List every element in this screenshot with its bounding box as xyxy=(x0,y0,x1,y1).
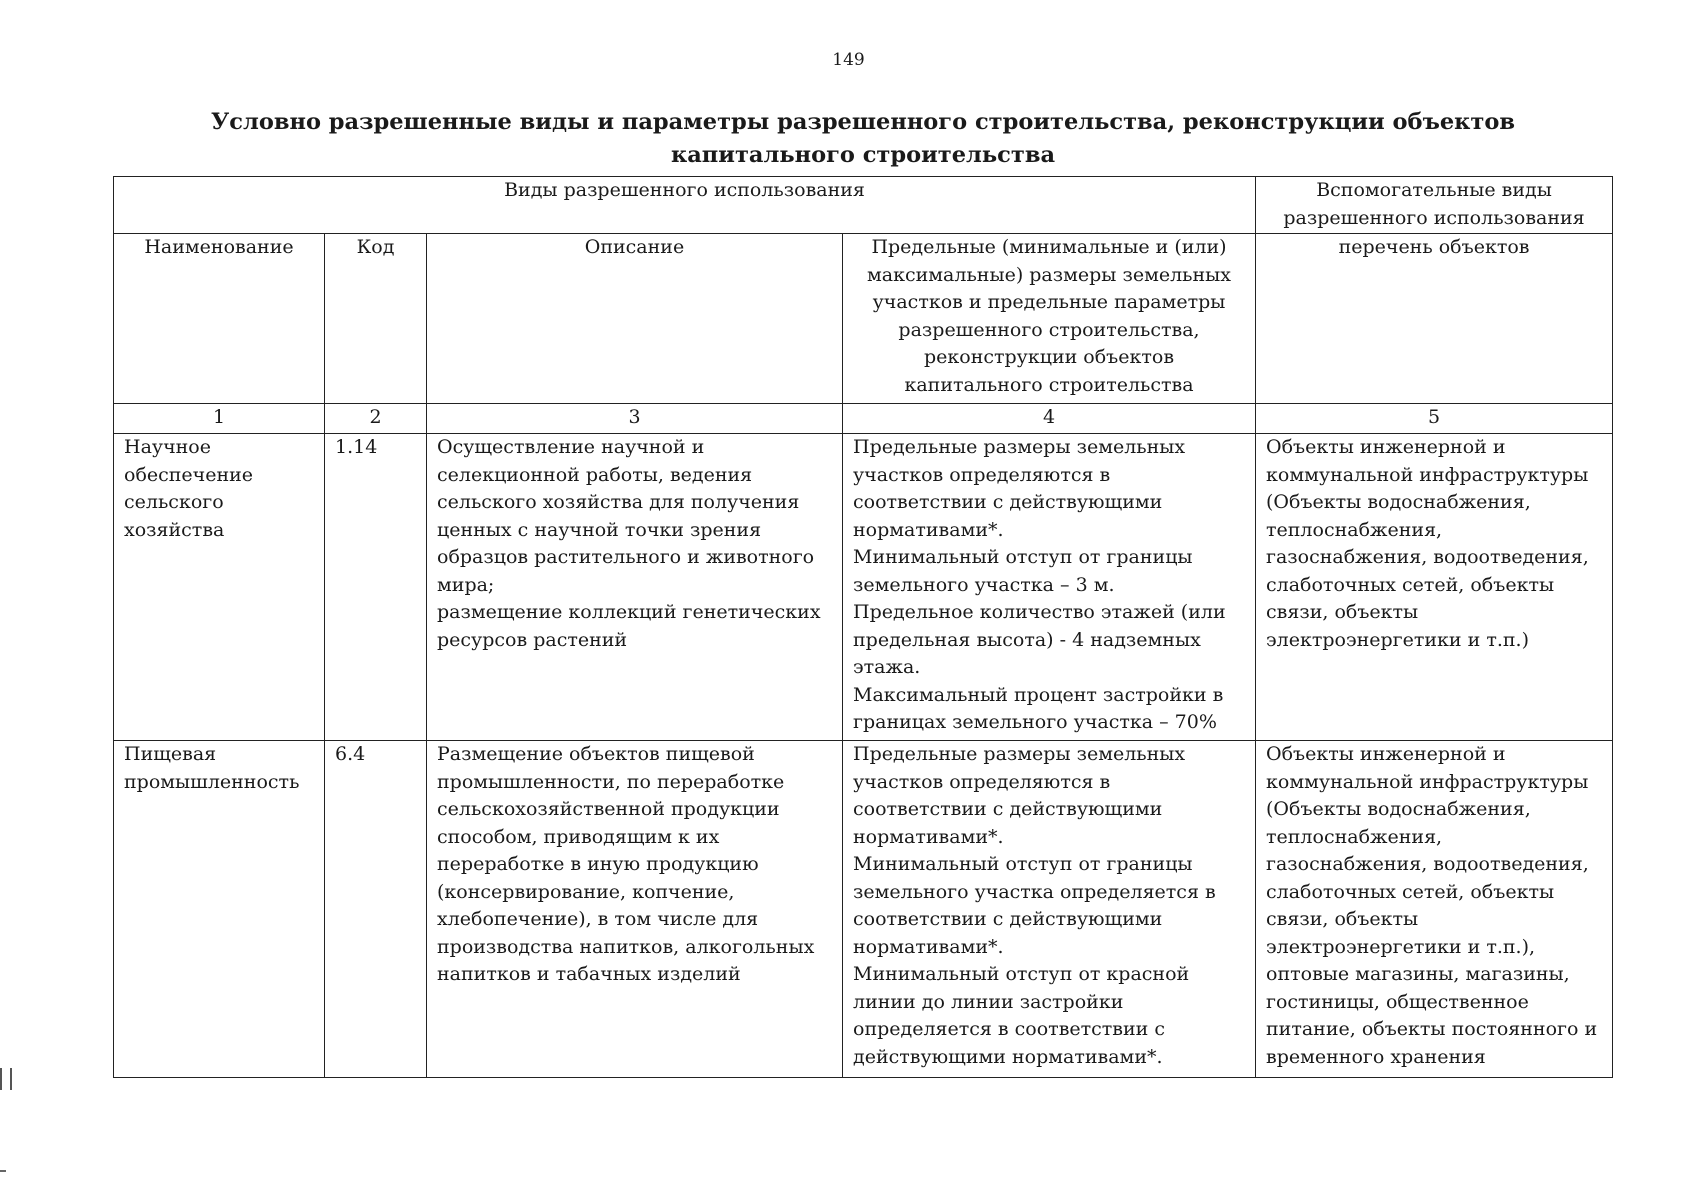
scan-edge-mark xyxy=(0,1068,12,1090)
col-number: 3 xyxy=(427,404,843,434)
group-header-aux: Вспомогательные виды разрешенного использования xyxy=(1256,177,1613,234)
limits-paragraph: Предельные размеры земельных участков определяются в соответствии с действующими нормативами*. xyxy=(853,743,1186,848)
col-number: 1 xyxy=(114,404,325,434)
description-paragraph: Размещение объектов пищевой промышленности, по переработке сельскохозяйственной продукции способом, приводящим к их переработке в иную продукцию (консервирование, копчение, хлебопечение), в том числе для производства напитков, алкогольных напитков и табачных изделий xyxy=(437,743,815,985)
col-number: 2 xyxy=(325,404,427,434)
title-line-2: капитального строительства xyxy=(670,142,1056,168)
col-header-code: Код xyxy=(325,234,427,404)
col-number: 5 xyxy=(1256,404,1613,434)
col-header-name: Наименование xyxy=(114,234,325,404)
cell-limits xyxy=(843,434,1256,741)
limits-paragraph: Минимальный отступ от границы земельного участка – 3 м. xyxy=(853,546,1193,596)
column-number-row xyxy=(114,404,1613,434)
cell-limits xyxy=(843,741,1256,1078)
cell-description xyxy=(427,434,843,741)
table-row xyxy=(114,741,1613,1078)
limits-paragraph: Максимальный процент застройки в границах земельного участка – 70% xyxy=(853,683,1224,733)
col-header-description: Описание xyxy=(427,234,843,404)
land-use-table xyxy=(113,176,1613,1078)
group-header-main: Виды разрешенного использования xyxy=(114,177,1256,234)
page-number: 149 xyxy=(832,50,865,70)
description-paragraph: Осуществление научной и селекционной работы, ведения сельского хозяйства для получения ценных с научной точки зрения образцов растительного и животного мира; xyxy=(437,436,815,596)
table-row xyxy=(114,434,1613,741)
page-title xyxy=(113,106,1613,172)
limits-paragraph: Минимальный отступ от красной линии до линии застройки определяется в соответствии с действующими нормативами*. xyxy=(853,963,1190,1068)
col-header-limits: Предельные (минимальные и (или) максимальные) размеры земельных участков и предельные параметры разрешенного строительства, реконструкции объектов капитального строительства xyxy=(843,234,1256,404)
table-group-header-row xyxy=(114,177,1613,234)
cell-code: 6.4 xyxy=(325,741,427,1078)
description-paragraph: размещение коллекций генетических ресурсов растений xyxy=(437,601,821,651)
cell-objects: Объекты инженерной и коммунальной инфраструктуры (Объекты водоснабжения, теплоснабжения, газоснабжения, водоотведения, слаботочных сетей, объекты связи, объекты электроэнергетики и т.п.), оптовые магазины, магазины, гостиницы, общественное питание, объекты постоянного и временного хранения xyxy=(1256,741,1613,1078)
limits-paragraph: Минимальный отступ от границы земельного участка определяется в соответствии с действующими нормативами*. xyxy=(853,853,1216,958)
cell-description xyxy=(427,741,843,1078)
col-header-objects: перечень объектов xyxy=(1256,234,1613,404)
cell-name: Пищевая промышленность xyxy=(114,741,325,1078)
cell-objects: Объекты инженерной и коммунальной инфраструктуры (Объекты водоснабжения, теплоснабжения, газоснабжения, водоотведения, слаботочных сетей, объекты связи, объекты электроэнергетики и т.п.) xyxy=(1256,434,1613,741)
table-column-header-row xyxy=(114,234,1613,404)
title-line-1: Условно разрешенные виды и параметры разрешенного строительства, реконструкции объектов xyxy=(211,109,1515,135)
col-number: 4 xyxy=(843,404,1256,434)
cell-code: 1.14 xyxy=(325,434,427,741)
cell-name: Научное обеспечение сельского хозяйства xyxy=(114,434,325,741)
limits-paragraph: Предельное количество этажей (или предельная высота) - 4 надземных этажа. xyxy=(853,601,1226,678)
scan-edge-tick xyxy=(0,1170,6,1172)
limits-paragraph: Предельные размеры земельных участков определяются в соответствии с действующими нормативами*. xyxy=(853,436,1186,541)
